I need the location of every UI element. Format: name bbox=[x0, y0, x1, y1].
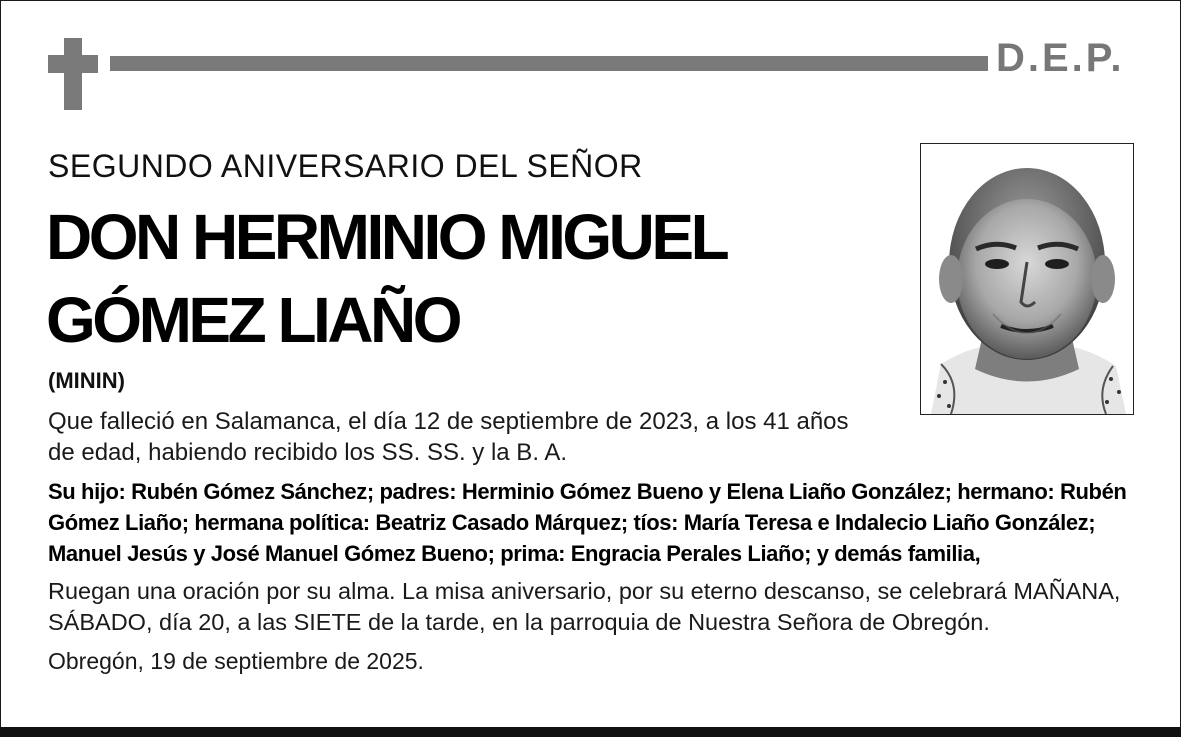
header-rule bbox=[110, 56, 988, 71]
name-line-1: DON HERMINIO MIGUEL bbox=[46, 201, 727, 273]
dep-label: D.E.P. bbox=[996, 36, 1125, 80]
bottom-border bbox=[0, 727, 1181, 737]
death-info: Que falleció en Salamanca, el día 12 de septiembre de 2023, a los 41 años de edad, habiendo recibido los SS. SS. y la B. A. bbox=[48, 408, 849, 466]
mass-info: Ruegan una oración por su alma. La misa aniversario, por su eterno descanso, se celebrará MAÑANA, SÁBADO, día 20, a las SIETE de la tarde, en la parroquia de Nuestra Señora de Obregón. bbox=[48, 578, 1121, 635]
nickname: (MININ) bbox=[48, 368, 125, 393]
deceased-name bbox=[46, 196, 726, 362]
family-list: Su hijo: Rubén Gómez Sánchez; padres: Herminio Gómez Bueno y Elena Liaño González; hermano: Rubén Gómez Liaño; hermana política: Beatriz Casado Márquez; tíos: María Teresa e Indalecio Liaño González; Manuel Jesús y José Manuel Gómez Bueno; prima: Engracia Perales Liaño; y demás familia, bbox=[48, 479, 1127, 566]
name-line-2: GÓMEZ LIAÑO bbox=[46, 284, 460, 356]
place-date: Obregón, 19 de septiembre de 2025. bbox=[48, 648, 424, 674]
portrait-photo bbox=[920, 143, 1134, 415]
anniversary-subtitle: SEGUNDO ANIVERSARIO DEL SEÑOR bbox=[48, 148, 643, 184]
